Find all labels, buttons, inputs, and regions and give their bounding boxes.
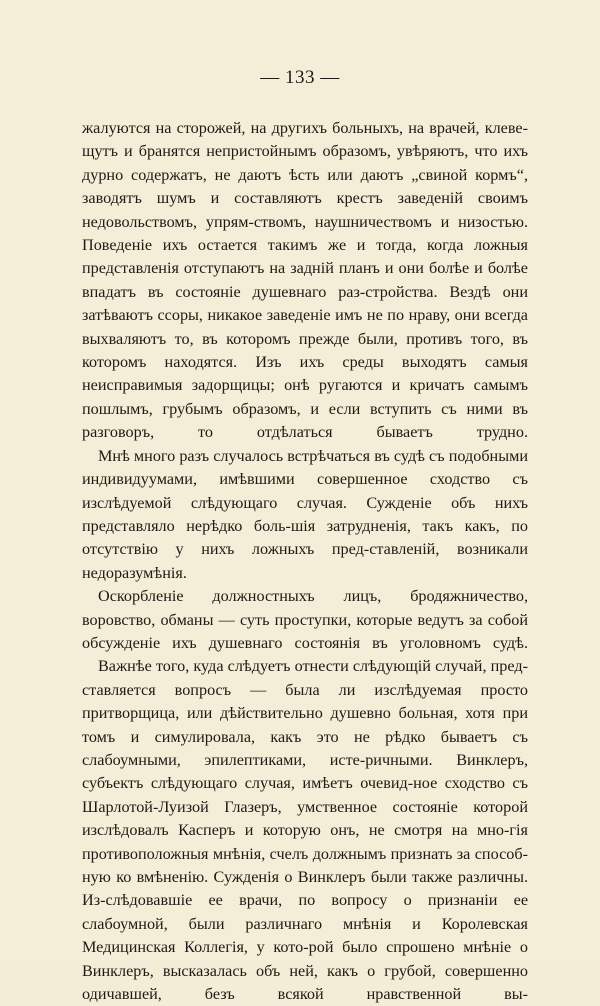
paragraph-2: Мнѣ много разъ случалось встрѣчаться въ судѣ съ подобными индивидуумами, имѣвшими совершенное сходство съ изслѣдуемой слѣдующаго случая. Сужденіе объ нихъ представляло нерѣдко боль-шія затрудненія, такъ какъ, по отсутствію у нихъ ложныхъ пред-ставленій, возникали недоразумѣнія. bbox=[82, 446, 528, 582]
page-number: — 133 — bbox=[260, 67, 340, 88]
paragraph-1: жалуются на сторожей, на другихъ больныхъ, на врачей, клеве-щутъ и бранятся непристойнымъ образомъ, увѣряютъ, что ихъ дурно содержатъ, не даютъ ѣсть или даютъ „свиной кормъ“, заводятъ шумъ и составляютъ крестъ заведеній своимъ недовольствомъ, упрям-ствомъ, наушничествомъ и низостью. Поведеніе ихъ остается такимъ же и тогда, когда ложныя представленія отступаютъ на задній планъ и они болѣе и болѣе впадатъ въ состояніе душевнаго раз-стройства. Вездѣ они затѣваютъ ссоры, никакое заведеніе имъ не по нраву, они всегда выхваляютъ то, въ которомъ прежде были, противъ того, въ которомъ находятся. Изъ ихъ среды выходятъ самыя неисправимыя задорщицы; онѣ ругаются и кричатъ самымъ пошлымъ, грубымъ образомъ, и если вступить съ ними въ разговоръ, то отдѣлаться бываетъ трудно. bbox=[82, 119, 528, 442]
body-text bbox=[82, 117, 528, 1006]
paragraph-4: Важнѣе того, куда слѣдуетъ отнести слѣдующій случай, пред-ставляется вопросъ — была ли изслѣдуемая просто притворщица, или дѣйствительно душевно больная, хотя при томъ и симулировала, какъ это не рѣдко бываетъ съ слабоумными, эпилептиками, исте-ричными. Винклеръ, субъектъ слѣдующаго случая, имѣетъ очевид-ное сходство съ Шарлотой-Луизой Глазеръ, умственное состояніе которой изслѣдовалъ Касперъ и которую онъ, не смотря на мно-гія противоположныя мнѣнія, счелъ должнымъ признать за способ-ную ко вмѣненію. Сужденія о Винклеръ были также различны. Из-слѣдовавшіе ее врачи, по вопросу о признаніи ее слабоумной, были различнаго мнѣнія и Королевская Медицинская Коллегія, у кото-рой было спрошено мнѣніе о Винклеръ, высказалась объ ней, какъ о грубой, совершенно одичавшей, безъ всякой нравственной вы- bbox=[82, 657, 528, 1004]
paragraph-3: Оскорбленіе должностныхъ лицъ, бродяжничество, воровство, обманы — суть проступки, которые ведутъ за собой обсужденіе ихъ душевнаго состоянія въ уголовномъ судѣ. bbox=[82, 587, 528, 652]
